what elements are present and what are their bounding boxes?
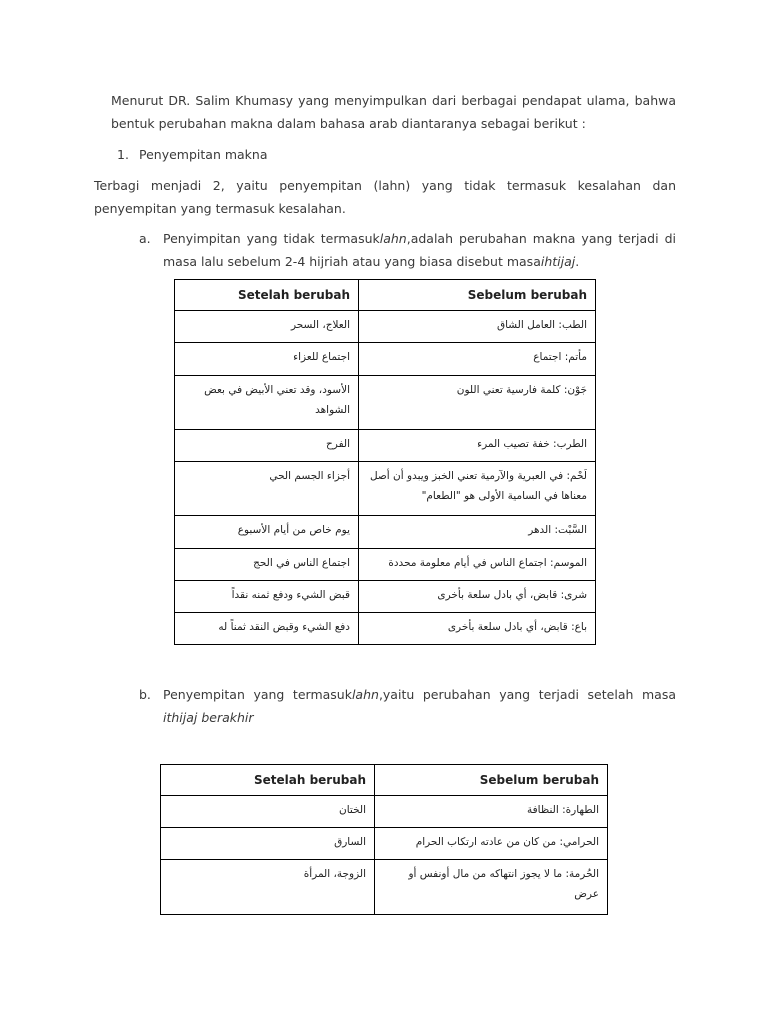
- text-segment: Penyempitan yang termasuk: [163, 687, 352, 702]
- table-header-row: [175, 280, 596, 311]
- italic-term: lahn: [379, 231, 407, 246]
- list-label: Penyempitan makna: [139, 147, 268, 162]
- cell-before: جَوْن: كلمة فارسية تعني اللون: [359, 376, 596, 430]
- cell-before: السَّبْت: الدهر: [359, 516, 596, 549]
- header-after: Setelah berubah: [175, 280, 359, 311]
- text-segment: .: [575, 254, 580, 269]
- list-number: 1.: [117, 147, 129, 162]
- italic-term: lahn: [351, 687, 379, 702]
- cell-before: الطهارة: النظافة: [375, 796, 608, 828]
- intro-paragraph: Menurut DR. Salim Khumasy yang menyimpulkan dari berbagai pendapat ulama, bahwa bentuk perubahan makna dalam bahasa arab diantaranya sebagai berikut :: [111, 93, 676, 131]
- cell-before: مأتم: اجتماع: [359, 343, 596, 376]
- cell-after: يوم خاص من أيام الأسبوع: [175, 516, 359, 549]
- cell-after: أجزاء الجسم الحي: [175, 462, 359, 516]
- header-after: Setelah berubah: [161, 765, 375, 796]
- text-segment: ,yaitu perubahan yang terjadi setelah masa: [378, 687, 676, 702]
- header-before: Sebelum berubah: [359, 280, 596, 311]
- sub-item-text: [163, 683, 676, 729]
- table-row: [175, 549, 596, 581]
- sub-item-letter: a.: [139, 231, 151, 246]
- cell-before: الطب: العامل الشاق: [359, 311, 596, 343]
- cell-before: الطرب: خفة تصيب المرء: [359, 430, 596, 462]
- italic-term: ihtijaj: [540, 254, 576, 269]
- terbagi-paragraph: Terbagi menjadi 2, yaitu penyempitan (lahn) yang tidak termasuk kesalahan dan penyempitan yang termasuk kesalahan.: [94, 178, 676, 216]
- table-row: [175, 430, 596, 462]
- table-row: [175, 376, 596, 430]
- cell-after: الزوجة، المرأة: [161, 860, 375, 915]
- sub-item-b: [139, 683, 676, 729]
- cell-after: الفرح: [175, 430, 359, 462]
- cell-after: العلاج، السحر: [175, 311, 359, 343]
- header-before: Sebelum berubah: [375, 765, 608, 796]
- table-row: [175, 516, 596, 549]
- meaning-table-a: [174, 279, 596, 645]
- sub-item-a: [139, 227, 676, 273]
- cell-after: اجتماع الناس في الحج: [175, 549, 359, 581]
- cell-before: شرى: قابض، أي بادل سلعة بأخرى: [359, 581, 596, 613]
- cell-after: اجتماع للعزاء: [175, 343, 359, 376]
- cell-before: باع: قابض، أي بادل سلعة بأخرى: [359, 613, 596, 645]
- cell-after: الأسود، وقد تعني الأبيض في بعض الشواهد: [175, 376, 359, 430]
- sub-item-text: [163, 227, 676, 273]
- text-segment: Penyimpitan yang tidak termasuk: [163, 231, 380, 246]
- table-row: [175, 462, 596, 516]
- table-header-row: [161, 765, 608, 796]
- table-row: [175, 343, 596, 376]
- table-row: [161, 828, 608, 860]
- cell-before: لَحْم: في العبرية والآرمية تعني الخبز ويبدو أن أصل معناها في السامية الأولى هو "الطعام": [359, 462, 596, 516]
- table-row: [161, 796, 608, 828]
- meaning-table-b: [160, 764, 608, 915]
- table-row: [175, 581, 596, 613]
- table-row: [175, 311, 596, 343]
- text-segment: ,adalah perubahan makna yang terjadi di masa lalu sebelum 2-4 hijriah atau yang biasa disebut masa: [163, 231, 676, 269]
- sub-item-letter: b.: [139, 687, 151, 702]
- cell-before: الحرامي: من كان من عادته ارتكاب الحرام: [375, 828, 608, 860]
- table-row: [161, 860, 608, 915]
- cell-after: السارق: [161, 828, 375, 860]
- list-item-penyempitan: [117, 143, 517, 166]
- cell-before: الموسم: اجتماع الناس في أيام معلومة محددة: [359, 549, 596, 581]
- cell-after: الختان: [161, 796, 375, 828]
- cell-after: دفع الشيء وقبض النقد ثمناً له: [175, 613, 359, 645]
- table-row: [175, 613, 596, 645]
- cell-before: الحُرمة: ما لا يجوز انتهاكه من مال أونفس أو عرض: [375, 860, 608, 915]
- cell-after: قبض الشيء ودفع ثمنه نقداً: [175, 581, 359, 613]
- italic-term: ithijaj berakhir: [163, 710, 254, 725]
